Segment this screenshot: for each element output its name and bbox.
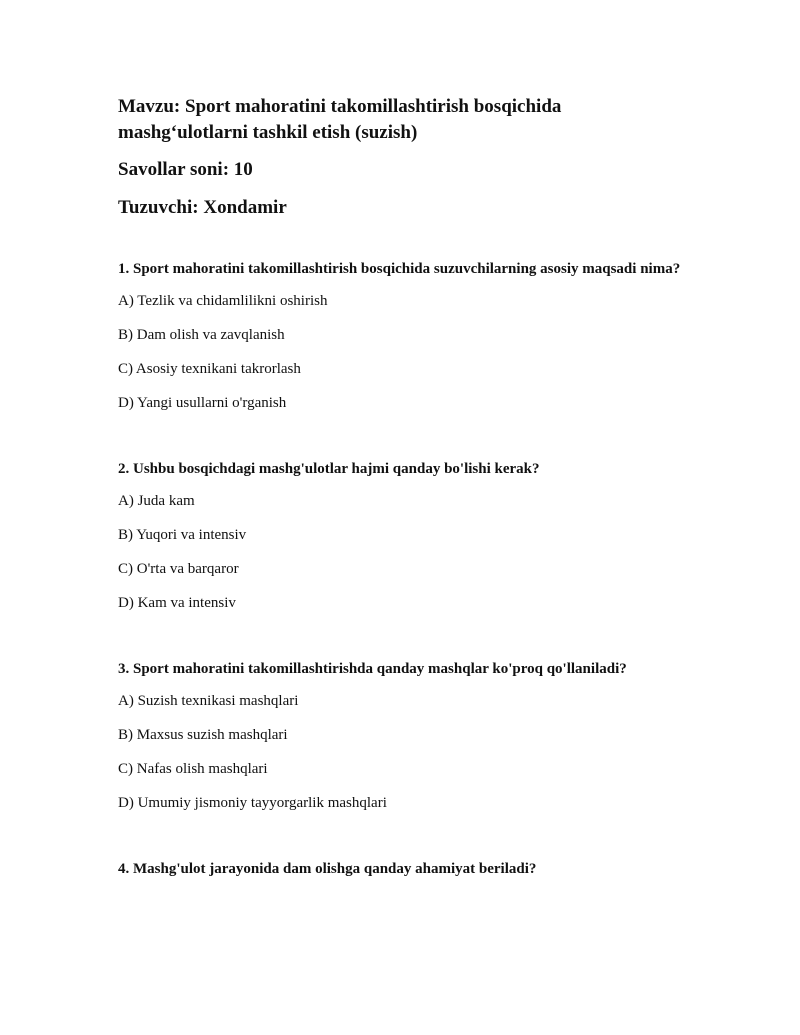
answer-option-d: D) Yangi usullarni o'rganish <box>118 395 287 411</box>
question-text: 2. Ushbu bosqichdagi mashg'ulotlar hajmi qanday bo'lishi kerak? <box>118 461 540 477</box>
answer-option-a: A) Juda kam <box>118 493 195 509</box>
question-text: 4. Mashg'ulot jarayonida dam olishga qanday ahamiyat beriladi? <box>118 861 537 877</box>
document-content <box>118 94 688 926</box>
answer-option-b: B) Maxsus suzish mashqlari <box>118 727 288 743</box>
answer-option-d: D) Umumiy jismoniy tayyorgarlik mashqlari <box>118 795 387 811</box>
question-4 <box>118 859 688 880</box>
document-title: Mavzu: Sport mahoratini takomillashtirish bosqichida mashg‘ulotlarni tashkil etish (suzish) <box>118 96 562 143</box>
answer-option-d: D) Kam va intensiv <box>118 595 236 611</box>
question-count: Savollar soni: 10 <box>118 159 253 180</box>
author: Tuzuvchi: Xondamir <box>118 197 287 218</box>
question-3 <box>118 659 688 813</box>
answer-option-a: A) Tezlik va chidamlilikni oshirish <box>118 293 328 309</box>
question-list <box>118 259 688 880</box>
answer-option-c: C) O'rta va barqaror <box>118 561 239 577</box>
question-text: 1. Sport mahoratini takomillashtirish bosqichida suzuvchilarning asosiy maqsadi nima? <box>118 261 681 277</box>
question-1 <box>118 259 688 413</box>
answer-option-c: C) Asosiy texnikani takrorlash <box>118 361 301 377</box>
question-2 <box>118 459 688 613</box>
answer-option-c: C) Nafas olish mashqlari <box>118 761 268 777</box>
answer-option-b: B) Dam olish va zavqlanish <box>118 327 285 343</box>
question-text: 3. Sport mahoratini takomillashtirishda qanday mashqlar ko'proq qo'llaniladi? <box>118 661 627 677</box>
answer-option-b: B) Yuqori va intensiv <box>118 527 247 543</box>
answer-option-a: A) Suzish texnikasi mashqlari <box>118 693 299 709</box>
